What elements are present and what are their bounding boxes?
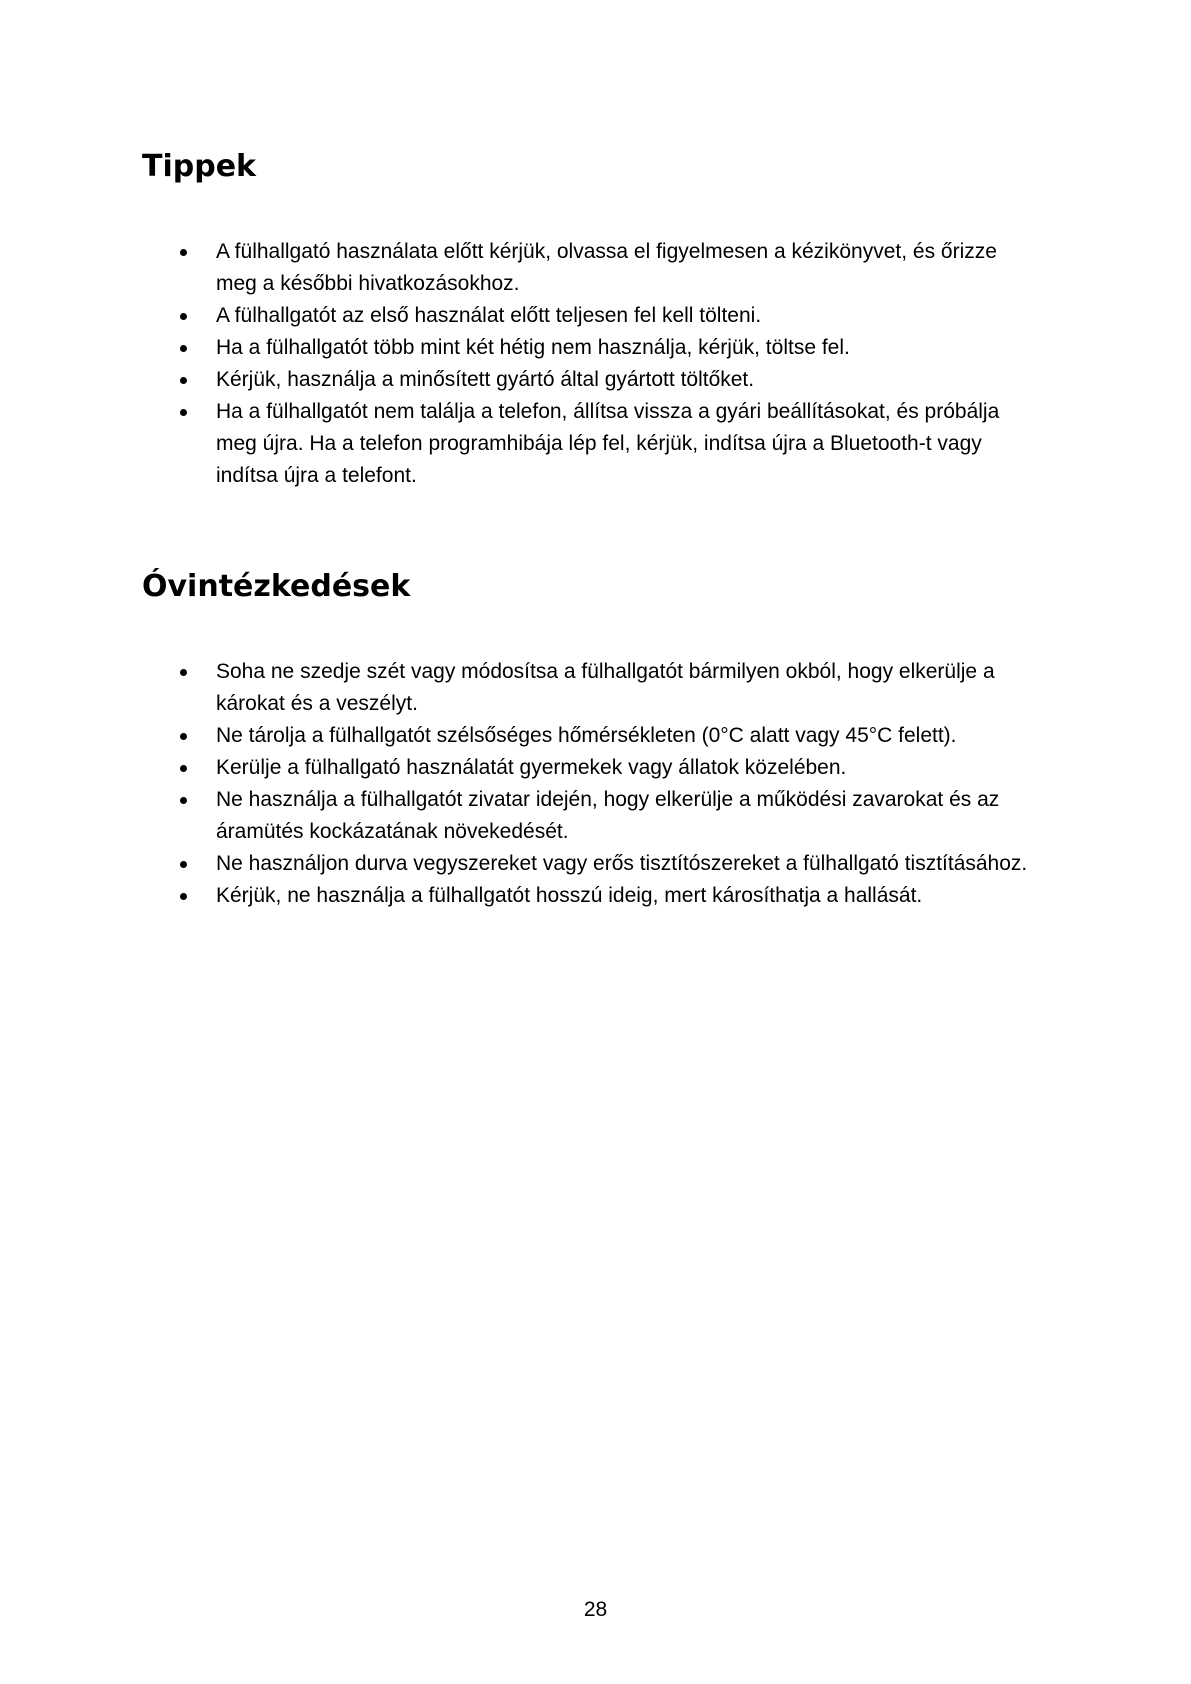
tips-list: [142, 236, 1042, 492]
bullet-icon: [180, 669, 187, 676]
precautions-list: [142, 656, 1042, 912]
bullet-icon: [180, 733, 187, 740]
list-item-text: A fülhallgató használata előtt kérjük, olvassa el figyelmesen a kézikönyvet, és őrizze meg a későbbi hivatkozásokhoz.: [216, 240, 997, 295]
list-item-text: Soha ne szedje szét vagy módosítsa a fülhallgatót bármilyen okból, hogy elkerülje a károkat és a veszélyt.: [216, 660, 995, 715]
list-item: [142, 396, 1042, 492]
page-number: 28: [583, 1598, 608, 1621]
bullet-icon: [180, 377, 187, 384]
bullet-icon: [180, 765, 187, 772]
list-item: [142, 332, 1042, 364]
bullet-icon: [180, 893, 187, 900]
list-item: [142, 236, 1042, 300]
list-item-text: Kerülje a fülhallgató használatát gyermekek vagy állatok közelében.: [216, 756, 847, 779]
list-item-text: Ha a fülhallgatót több mint két hétig nem használja, kérjük, töltse fel.: [216, 336, 850, 359]
list-item: [142, 752, 1042, 784]
list-item: [142, 720, 1042, 752]
tips-section: [142, 147, 1042, 487]
bullet-icon: [180, 409, 187, 416]
list-item-text: Ha a fülhallgatót nem találja a telefon, állítsa vissza a gyári beállításokat, és próbálja meg újra. Ha a telefon programhibája lép fel, kérjük, indítsa újra a Bluetooth-t vagy indítsa újra a telefont.: [216, 400, 1000, 487]
list-item: [142, 364, 1042, 396]
list-item-text: A fülhallgatót az első használat előtt teljesen fel kell tölteni.: [216, 304, 762, 327]
list-item-text: Kérjük, ne használja a fülhallgatót hosszú ideig, mert károsíthatja a hallását.: [216, 884, 923, 907]
bullet-icon: [180, 861, 187, 868]
list-item: [142, 300, 1042, 332]
tips-heading: Tippek: [142, 149, 256, 184]
list-item: [142, 656, 1042, 720]
bullet-icon: [180, 345, 187, 352]
precautions-heading: Óvintézkedések: [142, 569, 411, 604]
list-item-text: Kérjük, használja a minősített gyártó által gyártott töltőket.: [216, 368, 755, 391]
list-item: [142, 848, 1042, 880]
list-item: [142, 880, 1042, 912]
list-item-text: Ne tárolja a fülhallgatót szélsőséges hőmérsékleten (0°C alatt vagy 45°C felett).: [216, 724, 957, 747]
bullet-icon: [180, 249, 187, 256]
precautions-section: [142, 567, 1042, 907]
bullet-icon: [180, 313, 187, 320]
list-item-text: Ne használjon durva vegyszereket vagy erős tisztítószereket a fülhallgató tisztításához.: [216, 852, 1028, 875]
list-item: [142, 784, 1042, 848]
bullet-icon: [180, 797, 187, 804]
list-item-text: Ne használja a fülhallgatót zivatar idején, hogy elkerülje a működési zavarokat és az áramütés kockázatának növekedését.: [216, 788, 1000, 843]
